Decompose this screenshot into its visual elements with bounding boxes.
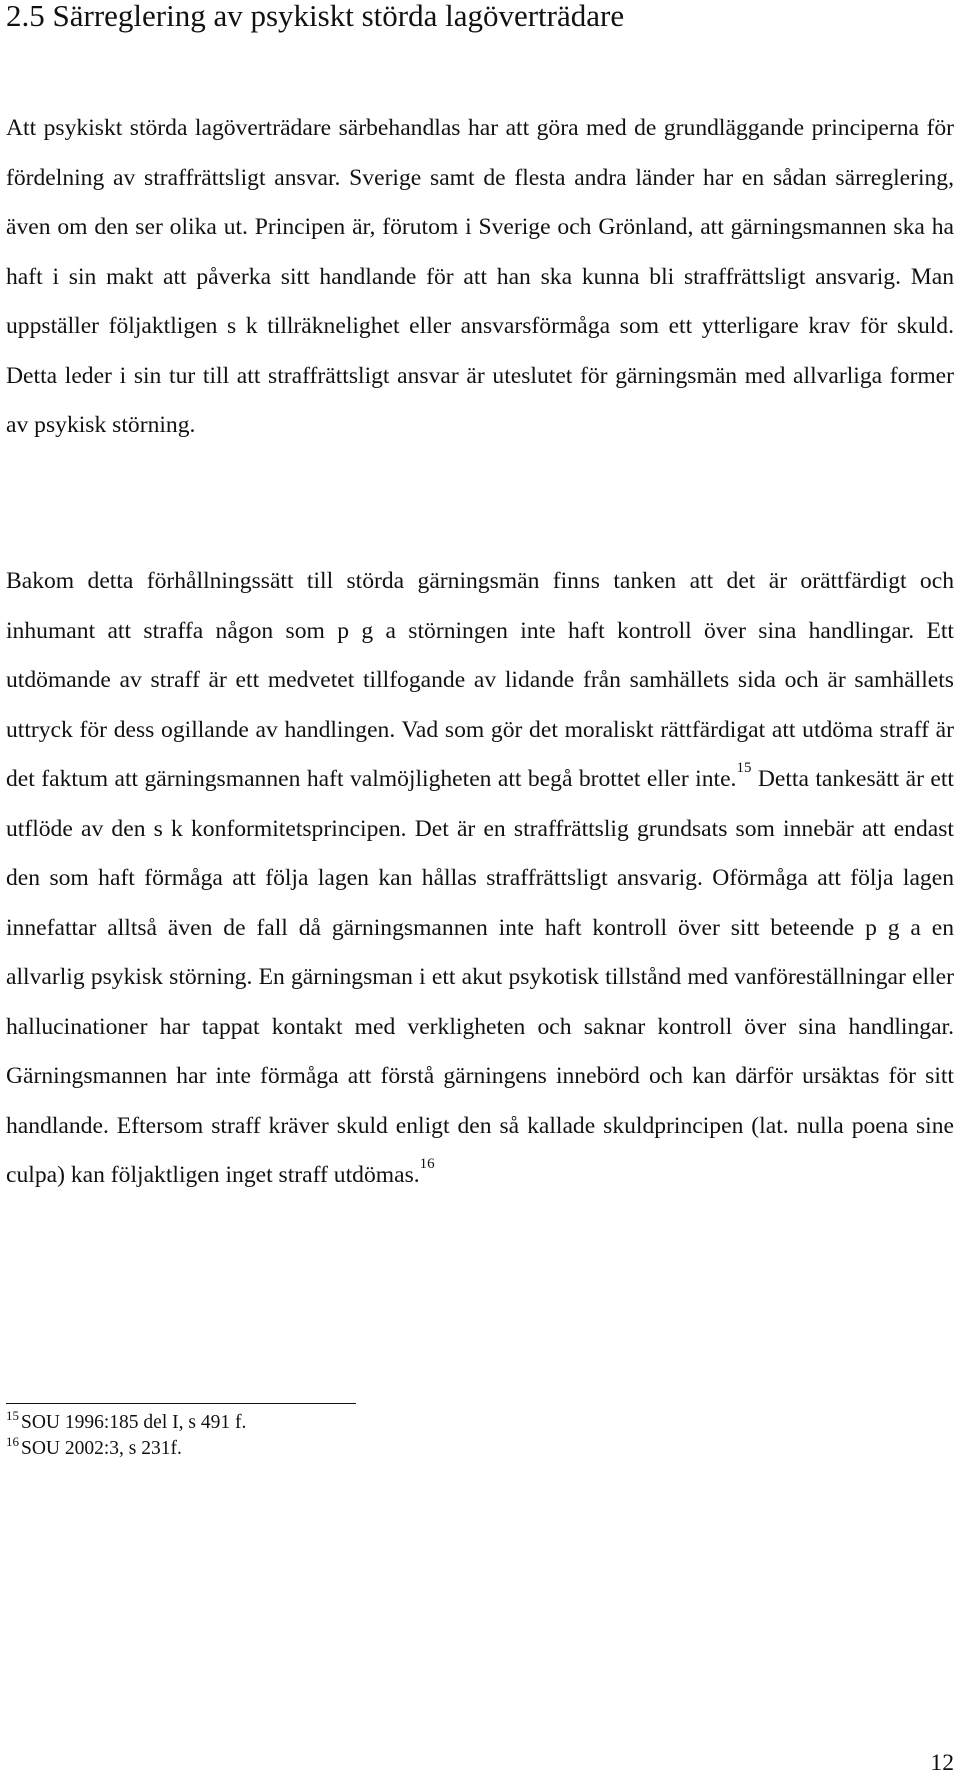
paragraph-2-text-part-1: Bakom detta förhållningssätt till störda gärningsmän finns tanken att det är orättfärdigt och inhumant att straffa någon som p g a störningen inte haft kontroll över sina handlingar. Ett utdömande av straff är ett medvetet tillfogande av lidande från samhällets sida och är samhällets uttryck för dess ogillande av handlingen. Vad som gör det moraliskt rättfärdigat att utdöma straff är det faktum att gärningsmannen haft valmöjligheten att begå brottet eller inte. (6, 568, 954, 792)
paragraph-1: Att psykiskt störda lagöverträdare särbehandlas har att göra med de grundläggande principerna för fördelning av straffrättsligt ansvar. Sverige samt de flesta andra länder har en sådan särreglering, även om den ser olika ut. Principen är, förutom i Sverige och Grönland, att gärningsmannen ska ha haft i sin makt att påverka sitt handlande för att han ska kunna bli straffrättsligt ansvarig. Man uppställer följaktligen s k tillräknelighet eller ansvarsförmåga som ett ytterligare krav för skuld. Detta leder i sin tur till att straffrättsligt ansvar är uteslutet för gärningsmän med allvarliga former av psykisk störning. (6, 115, 954, 438)
paragraph-2 (6, 557, 954, 1201)
footnote-text: SOU 1996:185 del I, s 491 f. (21, 1412, 247, 1433)
footnote-number: 15 (6, 1408, 19, 1423)
footnotes (6, 1410, 246, 1462)
footnote-number: 16 (6, 1434, 19, 1449)
footnote-text: SOU 2002:3, s 231f. (21, 1438, 182, 1459)
footnote-reference-16: 16 (419, 1156, 435, 1172)
paragraph-2-text-part-2: Detta tankesätt är ett utflöde av den s k konformitetsprincipen. Det är en straffrättslig grundsats som innebär att endast den som haft förmåga att följa lagen kan hållas straffrättsligt ansvarig. Oförmåga att följa lagen innefattar alltså även de fall då gärningsmannen inte haft kontroll över sitt beteende p g a en allvarlig psykisk störning. En gärningsman i ett akut psykotisk tillstånd med vanföreställningar eller hallucinationer har tappat kontakt med verkligheten och saknar kontroll över sina handlingar. Gärningsmannen har inte förmåga att förstå gärningens innebörd och kan därför ursäktas för sitt handlande. Eftersom straff kräver skuld enligt den så kallade skuldprincipen (lat. nulla poena sine culpa) kan följaktligen inget straff utdömas. (6, 766, 954, 1188)
footnote-separator (6, 1403, 356, 1404)
footnote-item (6, 1436, 246, 1462)
section-heading: 2.5 Särreglering av psykiskt störda lagöverträdare (6, 0, 625, 33)
page-number: 12 (930, 1750, 954, 1776)
footnote-item (6, 1410, 246, 1436)
footnote-reference-15: 15 (736, 760, 752, 776)
